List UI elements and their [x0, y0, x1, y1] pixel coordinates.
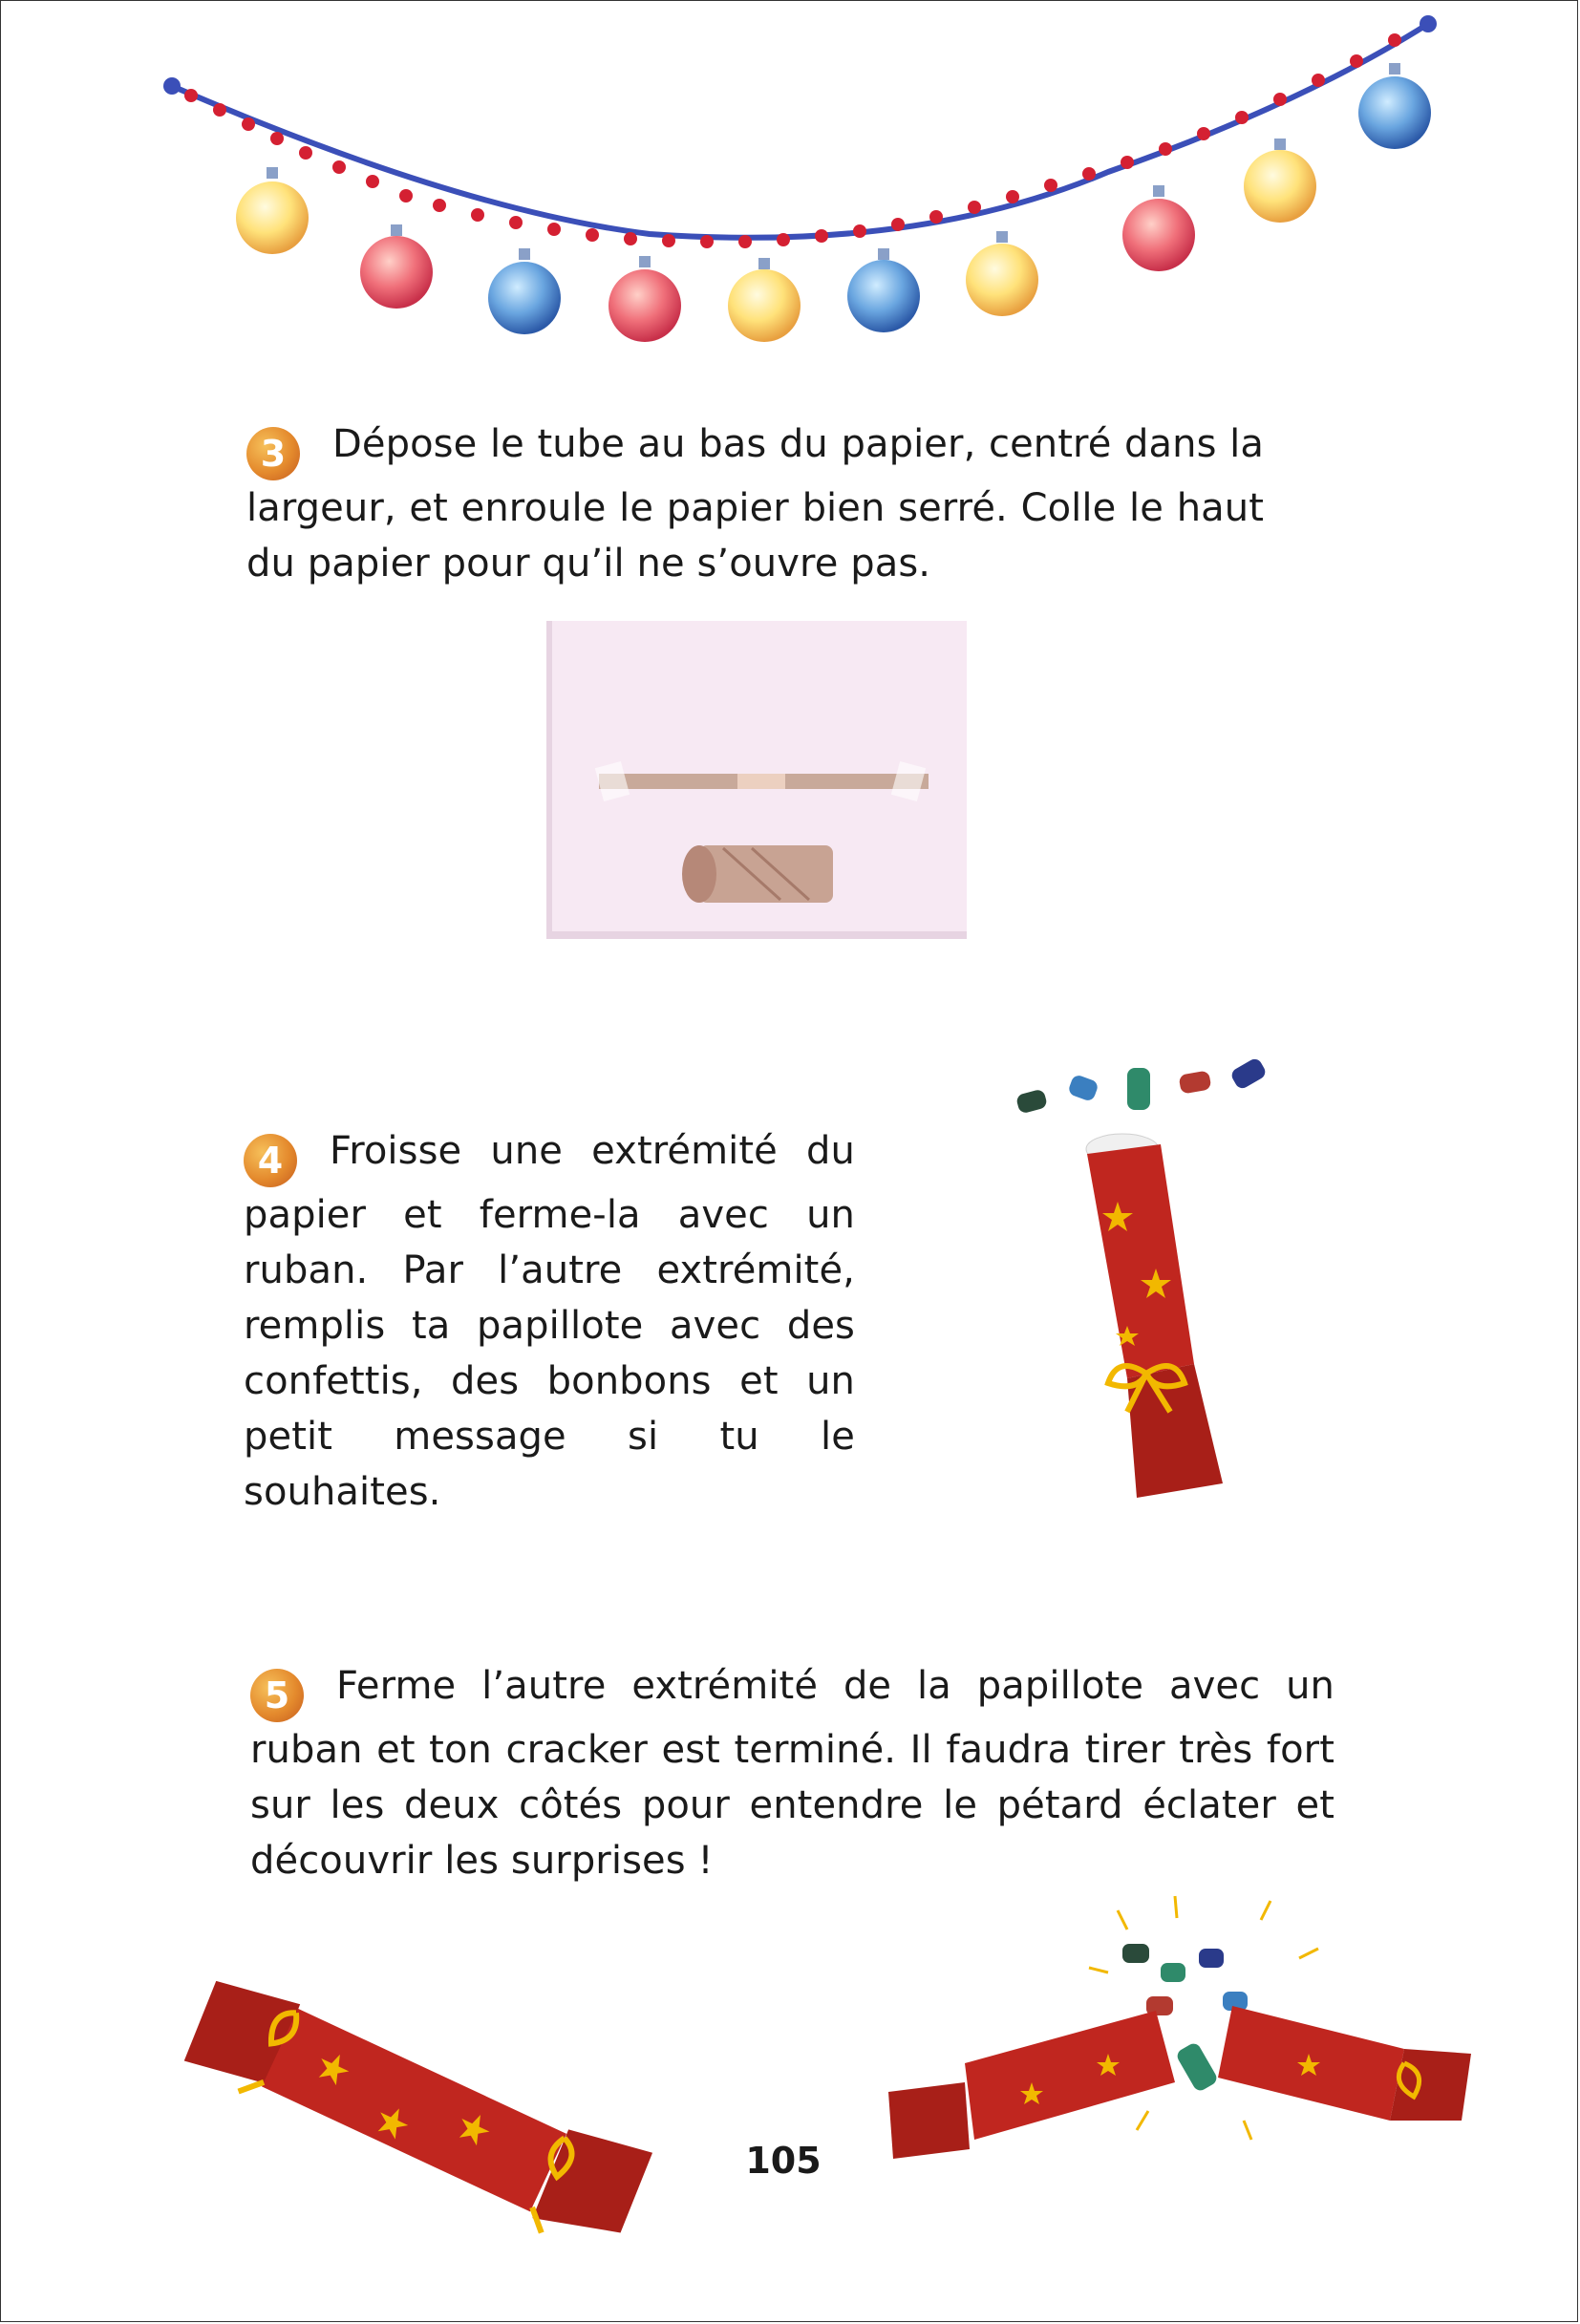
- step-4-number: 4: [244, 1134, 297, 1187]
- step-3-text: [246, 416, 1264, 591]
- step-3-number: 3: [246, 427, 300, 480]
- exploding-cracker: [869, 1891, 1490, 2197]
- christmas-garland: [153, 10, 1452, 353]
- step-5-body: Ferme l’autre extrémité de la papillote avec un ruban et ton cracker est terminé. Il faudra tirer très fort sur les deux côtés pour entendre le pétard éclater et découvrir les surprises !: [250, 1664, 1334, 1883]
- paper-and-tube: [546, 621, 967, 946]
- step-4-text: [244, 1123, 855, 1520]
- step-4-body: Froisse une extrémité du papier et ferme-la avec un ruban. Par l’autre extrémité, remplis ta papillote avec des confettis, des bonbons et un petit message si tu le souhaites.: [244, 1129, 855, 1514]
- cracker-with-candies: [993, 1049, 1309, 1526]
- step-5-number: 5: [250, 1669, 304, 1722]
- closed-cracker: [158, 1977, 693, 2264]
- step-5-text: [250, 1658, 1334, 1888]
- page-number: 105: [745, 2140, 822, 2182]
- step-3-body: Dépose le tube au bas du papier, centré dans la largeur, et enroule le papier bien serré. Colle le haut du papier pour qu’il ne s’ouvre pas.: [246, 422, 1264, 586]
